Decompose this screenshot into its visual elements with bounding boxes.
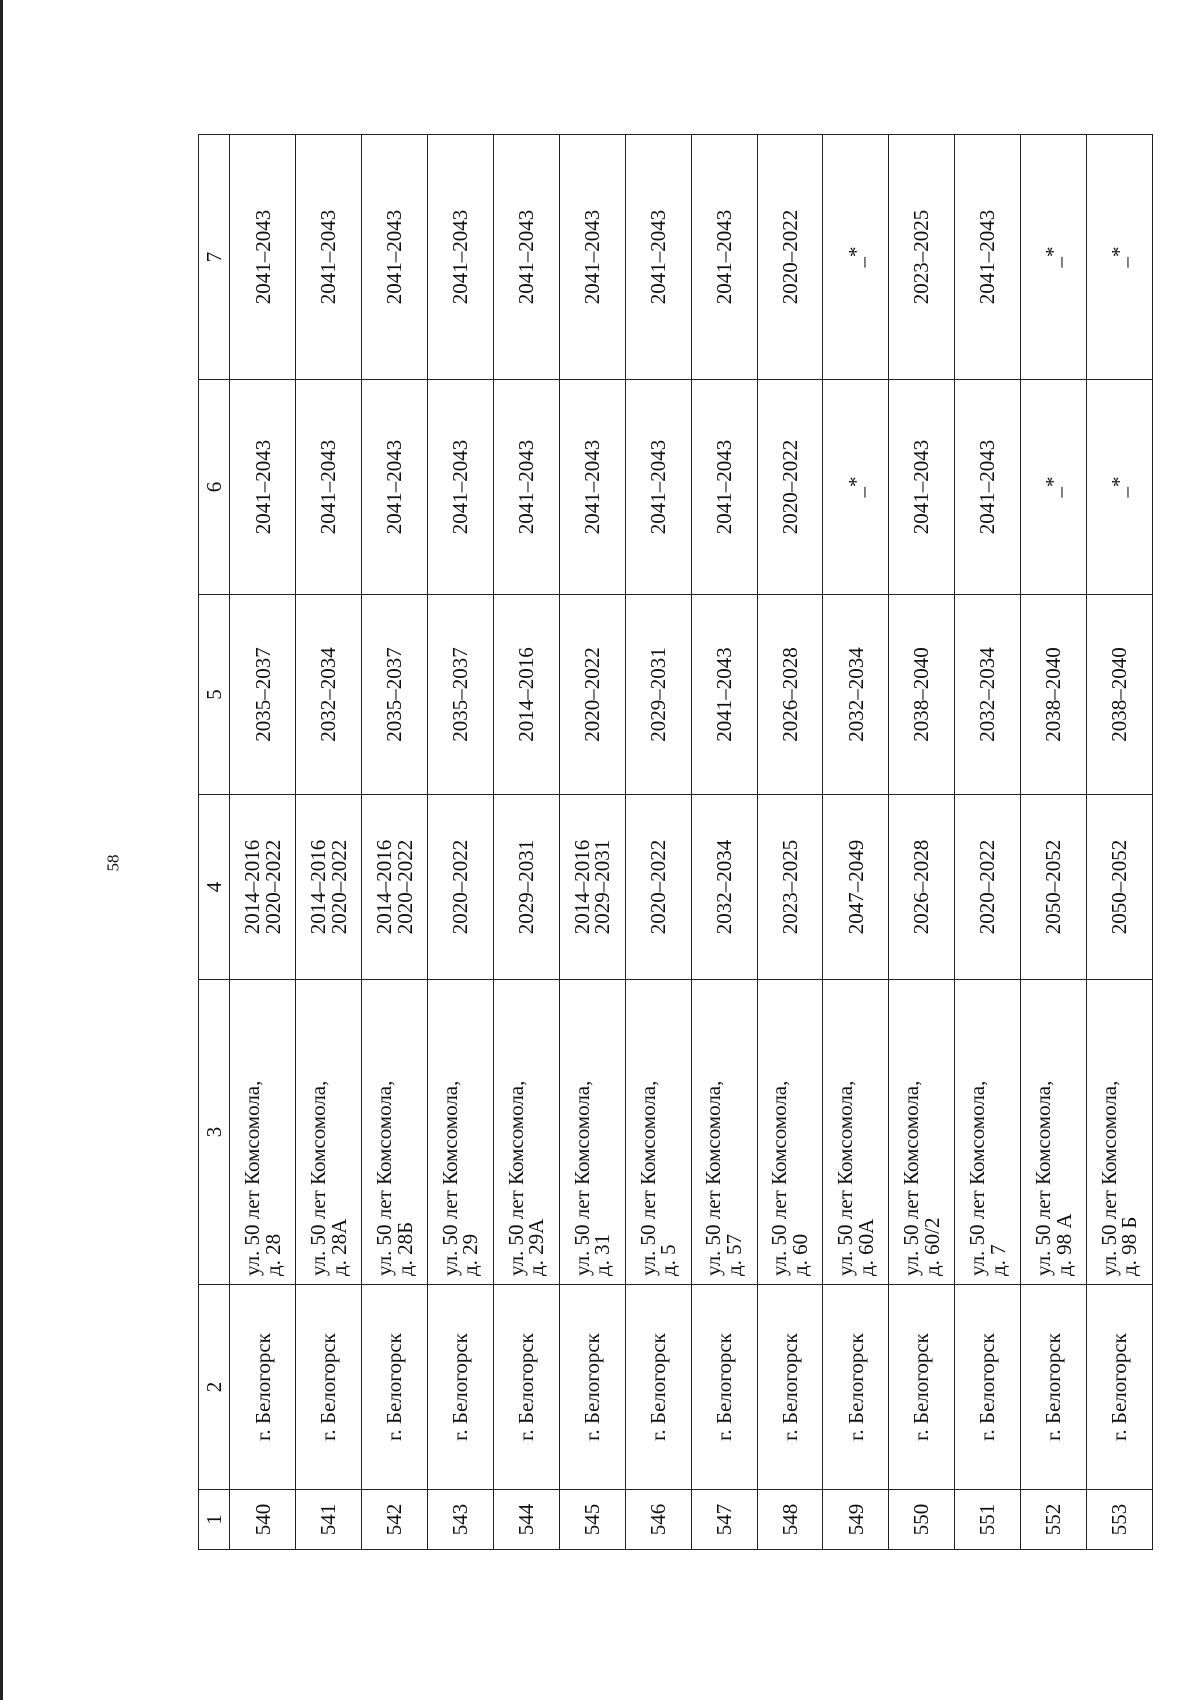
period-col7-cell-line: 2041–2043 bbox=[448, 209, 473, 305]
row-number-cell-line: 552 bbox=[1041, 1503, 1066, 1536]
row-number-cell bbox=[1086, 1490, 1152, 1550]
city-cell-line: г. Белогорск bbox=[316, 1333, 341, 1441]
period-col7-cell-line: _* bbox=[1041, 246, 1066, 268]
period-col6-cell-line: 2041–2043 bbox=[382, 439, 407, 535]
address-cell-line: д. 60 bbox=[787, 1233, 812, 1276]
address-cell bbox=[625, 980, 691, 1285]
period-col7-cell-line: 2041–2043 bbox=[316, 209, 341, 305]
period-col7-cell-line: 2041–2043 bbox=[382, 209, 407, 305]
city-cell-line: г. Белогорск bbox=[250, 1333, 275, 1441]
period-col6-cell-line: 2041–2043 bbox=[909, 439, 934, 535]
period-col6-cell bbox=[296, 380, 362, 595]
row-number-cell bbox=[691, 1490, 757, 1550]
period-col4-cell bbox=[1086, 795, 1152, 980]
row-number-cell-line: 547 bbox=[711, 1503, 736, 1536]
rotated-table-container bbox=[198, 135, 1153, 1550]
address-cell-line: д. 7 bbox=[985, 1244, 1010, 1276]
period-col7-cell-line: 2041–2043 bbox=[579, 209, 604, 305]
period-col7-cell bbox=[296, 135, 362, 380]
city-cell bbox=[296, 1285, 362, 1490]
address-cell-line: д. 31 bbox=[590, 1233, 615, 1276]
schedule-table bbox=[198, 134, 1153, 1550]
period-col4-cell-line: 2020–2022 bbox=[645, 839, 670, 935]
period-col6-cell-line: _* bbox=[843, 476, 868, 498]
row-number-cell bbox=[889, 1490, 955, 1550]
header-cell-col-1: 1 bbox=[199, 1490, 230, 1550]
table-row bbox=[823, 135, 889, 1550]
period-col6-cell-line: 2041–2043 bbox=[975, 439, 1000, 535]
period-col7-cell-line: 2041–2043 bbox=[975, 209, 1000, 305]
period-col7-cell-line: 2041–2043 bbox=[514, 209, 539, 305]
address-cell-line: ул. 50 лет Комсомола, bbox=[899, 1080, 924, 1276]
address-cell-line: д. 60/2 bbox=[919, 1217, 944, 1276]
period-col4-cell-line: 2029–2031 bbox=[590, 839, 615, 935]
period-col5-cell-line: 2038–2040 bbox=[1107, 647, 1132, 742]
period-col4-cell-line: 2026–2028 bbox=[909, 839, 934, 935]
address-cell bbox=[1021, 980, 1087, 1285]
row-number-cell bbox=[493, 1490, 559, 1550]
period-col6-cell-line: 2041–2043 bbox=[514, 439, 539, 535]
row-number-cell bbox=[428, 1490, 494, 1550]
address-cell-line: ул. 50 лет Комсомола, bbox=[767, 1080, 792, 1276]
period-col4-cell bbox=[559, 795, 625, 980]
row-number-cell bbox=[559, 1490, 625, 1550]
address-cell bbox=[691, 980, 757, 1285]
city-cell-line: г. Белогорск bbox=[1041, 1333, 1066, 1441]
address-cell-line: ул. 50 лет Комсомола, bbox=[965, 1080, 990, 1276]
period-col4-cell-line: 2014–2016 bbox=[569, 839, 594, 935]
address-cell-line: ул. 50 лет Комсомола, bbox=[240, 1080, 265, 1276]
row-number-cell-line: 544 bbox=[514, 1503, 539, 1536]
period-col7-cell bbox=[230, 135, 296, 380]
table-row bbox=[691, 135, 757, 1550]
period-col5-cell bbox=[823, 595, 889, 795]
row-number-cell-line: 549 bbox=[843, 1503, 868, 1536]
row-number-cell-line: 553 bbox=[1107, 1503, 1132, 1536]
row-number-cell-line: 551 bbox=[975, 1503, 1000, 1536]
city-cell bbox=[493, 1285, 559, 1490]
period-col4-cell bbox=[757, 795, 823, 980]
row-number-cell bbox=[362, 1490, 428, 1550]
period-col4-cell-line: 2020–2022 bbox=[326, 839, 351, 935]
header-cell-col-6: 6 bbox=[199, 380, 230, 595]
address-cell-line: д. 28А bbox=[326, 1218, 351, 1276]
address-cell-line: д. 29А bbox=[524, 1218, 549, 1276]
address-cell-line: ул. 50 лет Комсомола, bbox=[635, 1080, 660, 1276]
period-col6-cell-line: 2041–2043 bbox=[579, 439, 604, 535]
period-col5-cell-line: 2032–2034 bbox=[843, 647, 868, 742]
period-col4-cell-line: 2047–2049 bbox=[843, 839, 868, 935]
period-col6-cell-line: 2041–2043 bbox=[645, 439, 670, 535]
period-col5-cell bbox=[955, 595, 1021, 795]
period-col7-cell-line: 2041–2043 bbox=[711, 209, 736, 305]
period-col4-cell bbox=[955, 795, 1021, 980]
row-number-cell bbox=[625, 1490, 691, 1550]
city-cell bbox=[1086, 1285, 1152, 1490]
period-col7-cell bbox=[493, 135, 559, 380]
table-row bbox=[955, 135, 1021, 1550]
period-col5-cell-line: 2020–2022 bbox=[579, 647, 604, 742]
address-cell-line: д. 98 А bbox=[1051, 1213, 1076, 1276]
period-col5-cell bbox=[296, 595, 362, 795]
address-cell-line: ул. 50 лет Комсомола, bbox=[503, 1080, 528, 1276]
table-row bbox=[296, 135, 362, 1550]
row-number-cell bbox=[1021, 1490, 1087, 1550]
address-cell-line: ул. 50 лет Комсомола, bbox=[569, 1080, 594, 1276]
period-col4-cell bbox=[230, 795, 296, 980]
address-cell bbox=[493, 980, 559, 1285]
city-cell-line: г. Белогорск bbox=[975, 1333, 1000, 1441]
page-number: 58 bbox=[103, 854, 123, 872]
city-cell bbox=[955, 1285, 1021, 1490]
period-col4-cell-line: 2020–2022 bbox=[260, 839, 285, 935]
address-cell-line: ул. 50 лет Комсомола, bbox=[701, 1080, 726, 1276]
address-cell bbox=[230, 980, 296, 1285]
address-cell bbox=[428, 980, 494, 1285]
period-col4-cell-line: 2050–2052 bbox=[1107, 839, 1132, 935]
period-col4-cell-line: 2014–2016 bbox=[372, 839, 397, 935]
period-col7-cell bbox=[1021, 135, 1087, 380]
table-row bbox=[1021, 135, 1087, 1550]
period-col4-cell-line: 2020–2022 bbox=[392, 839, 417, 935]
row-number-cell-line: 550 bbox=[909, 1503, 934, 1536]
period-col5-cell bbox=[493, 595, 559, 795]
period-col7-cell-line: 2023–2025 bbox=[909, 209, 934, 305]
table-row bbox=[362, 135, 428, 1550]
city-cell bbox=[889, 1285, 955, 1490]
city-cell bbox=[1021, 1285, 1087, 1490]
period-col5-cell bbox=[691, 595, 757, 795]
period-col7-cell bbox=[1086, 135, 1152, 380]
period-col4-cell bbox=[625, 795, 691, 980]
period-col6-cell bbox=[757, 380, 823, 595]
city-cell bbox=[230, 1285, 296, 1490]
address-cell-line: ул. 50 лет Комсомола, bbox=[833, 1080, 858, 1276]
header-cell-col-4: 4 bbox=[199, 795, 230, 980]
period-col5-cell-line: 2032–2034 bbox=[975, 647, 1000, 742]
row-number-cell-line: 540 bbox=[250, 1503, 275, 1536]
period-col4-cell bbox=[823, 795, 889, 980]
address-cell-line: ул. 50 лет Комсомола, bbox=[1030, 1080, 1055, 1276]
period-col5-cell bbox=[559, 595, 625, 795]
period-col6-cell-line: 2041–2043 bbox=[711, 439, 736, 535]
period-col5-cell bbox=[625, 595, 691, 795]
period-col6-cell bbox=[493, 380, 559, 595]
city-cell bbox=[757, 1285, 823, 1490]
period-col7-cell bbox=[559, 135, 625, 380]
period-col6-cell bbox=[691, 380, 757, 595]
period-col6-cell bbox=[1086, 380, 1152, 595]
period-col5-cell-line: 2035–2037 bbox=[448, 647, 473, 742]
period-col4-cell bbox=[691, 795, 757, 980]
row-number-cell bbox=[296, 1490, 362, 1550]
period-col6-cell-line: 2020–2022 bbox=[777, 439, 802, 535]
header-cell-col-2: 2 bbox=[199, 1285, 230, 1490]
table-row bbox=[757, 135, 823, 1550]
city-cell-line: г. Белогорск bbox=[514, 1333, 539, 1441]
city-cell-line: г. Белогорск bbox=[645, 1333, 670, 1441]
city-cell-line: г. Белогорск bbox=[843, 1333, 868, 1441]
period-col5-cell bbox=[757, 595, 823, 795]
table-row bbox=[889, 135, 955, 1550]
period-col4-cell-line: 2023–2025 bbox=[777, 839, 802, 935]
period-col6-cell-line: 2041–2043 bbox=[448, 439, 473, 535]
address-cell-line: д. 5 bbox=[656, 1244, 681, 1276]
period-col5-cell-line: 2038–2040 bbox=[1041, 647, 1066, 742]
row-number-cell-line: 542 bbox=[382, 1503, 407, 1536]
period-col7-cell bbox=[889, 135, 955, 380]
period-col7-cell-line: _* bbox=[843, 246, 868, 268]
address-cell-line: д. 60А bbox=[853, 1218, 878, 1276]
city-cell bbox=[362, 1285, 428, 1490]
address-cell bbox=[559, 980, 625, 1285]
period-col5-cell-line: 2038–2040 bbox=[909, 647, 934, 742]
period-col5-cell bbox=[1086, 595, 1152, 795]
header-cell-col-7: 7 bbox=[199, 135, 230, 380]
city-cell-line: г. Белогорск bbox=[909, 1333, 934, 1441]
period-col4-cell-line: 2032–2034 bbox=[711, 839, 736, 935]
row-number-cell-line: 548 bbox=[777, 1503, 802, 1536]
period-col5-cell bbox=[230, 595, 296, 795]
period-col6-cell bbox=[1021, 380, 1087, 595]
period-col4-cell-line: 2014–2016 bbox=[306, 839, 331, 935]
address-cell-line: д. 98 Б bbox=[1117, 1216, 1142, 1276]
row-number-cell-line: 541 bbox=[316, 1503, 341, 1536]
period-col6-cell bbox=[625, 380, 691, 595]
city-cell bbox=[823, 1285, 889, 1490]
period-col5-cell-line: 2029–2031 bbox=[645, 647, 670, 742]
period-col6-cell bbox=[955, 380, 1021, 595]
city-cell-line: г. Белогорск bbox=[579, 1333, 604, 1441]
period-col7-cell bbox=[691, 135, 757, 380]
period-col5-cell-line: 2026–2028 bbox=[777, 647, 802, 742]
table-row bbox=[428, 135, 494, 1550]
period-col4-cell bbox=[493, 795, 559, 980]
period-col7-cell bbox=[757, 135, 823, 380]
period-col5-cell-line: 2035–2037 bbox=[382, 647, 407, 742]
period-col6-cell bbox=[230, 380, 296, 595]
address-cell bbox=[955, 980, 1021, 1285]
period-col6-cell-line: 2041–2043 bbox=[250, 439, 275, 535]
period-col7-cell-line: 2041–2043 bbox=[250, 209, 275, 305]
address-cell-line: ул. 50 лет Комсомола, bbox=[372, 1080, 397, 1276]
row-number-cell bbox=[230, 1490, 296, 1550]
city-cell-line: г. Белогорск bbox=[382, 1333, 407, 1441]
table-row bbox=[493, 135, 559, 1550]
address-cell-line: д. 28Б bbox=[392, 1221, 417, 1276]
period-col5-cell-line: 2035–2037 bbox=[250, 647, 275, 742]
address-cell bbox=[823, 980, 889, 1285]
period-col4-cell bbox=[428, 795, 494, 980]
address-cell-line: д. 29 bbox=[458, 1233, 483, 1276]
period-col5-cell bbox=[1021, 595, 1087, 795]
city-cell bbox=[691, 1285, 757, 1490]
city-cell-line: г. Белогорск bbox=[1107, 1333, 1132, 1441]
table-row bbox=[625, 135, 691, 1550]
city-cell bbox=[625, 1285, 691, 1490]
period-col7-cell bbox=[625, 135, 691, 380]
period-col4-cell-line: 2020–2022 bbox=[448, 839, 473, 935]
period-col7-cell bbox=[428, 135, 494, 380]
period-col5-cell-line: 2014–2016 bbox=[514, 647, 539, 742]
city-cell-line: г. Белогорск bbox=[777, 1333, 802, 1441]
period-col7-cell-line: _* bbox=[1107, 246, 1132, 268]
address-cell-line: ул. 50 лет Комсомола, bbox=[1096, 1080, 1121, 1276]
table-row bbox=[1086, 135, 1152, 1550]
period-col7-cell-line: 2041–2043 bbox=[645, 209, 670, 305]
city-cell bbox=[428, 1285, 494, 1490]
header-cell-col-5: 5 bbox=[199, 595, 230, 795]
address-cell-line: ул. 50 лет Комсомола, bbox=[437, 1080, 462, 1276]
period-col6-cell bbox=[428, 380, 494, 595]
table-row bbox=[230, 135, 296, 1550]
period-col5-cell bbox=[428, 595, 494, 795]
period-col7-cell bbox=[955, 135, 1021, 380]
table-row bbox=[559, 135, 625, 1550]
period-col4-cell bbox=[362, 795, 428, 980]
period-col7-cell bbox=[823, 135, 889, 380]
period-col5-cell bbox=[362, 595, 428, 795]
period-col5-cell-line: 2041–2043 bbox=[711, 647, 736, 742]
period-col6-cell-line: 2041–2043 bbox=[316, 439, 341, 535]
header-row bbox=[199, 135, 230, 1550]
row-number-cell-line: 543 bbox=[448, 1503, 473, 1536]
scan-left-edge bbox=[0, 0, 3, 1700]
city-cell-line: г. Белогорск bbox=[711, 1333, 736, 1441]
address-cell bbox=[362, 980, 428, 1285]
address-cell bbox=[296, 980, 362, 1285]
city-cell-line: г. Белогорск bbox=[448, 1333, 473, 1441]
address-cell-line: д. 57 bbox=[722, 1233, 747, 1276]
period-col4-cell-line: 2029–2031 bbox=[514, 839, 539, 935]
row-number-cell-line: 545 bbox=[579, 1503, 604, 1536]
period-col7-cell bbox=[362, 135, 428, 380]
period-col6-cell bbox=[362, 380, 428, 595]
address-cell bbox=[1086, 980, 1152, 1285]
period-col5-cell bbox=[889, 595, 955, 795]
period-col6-cell bbox=[889, 380, 955, 595]
city-cell bbox=[559, 1285, 625, 1490]
period-col6-cell bbox=[823, 380, 889, 595]
row-number-cell bbox=[757, 1490, 823, 1550]
period-col6-cell-line: _* bbox=[1107, 476, 1132, 498]
period-col4-cell bbox=[889, 795, 955, 980]
header-cell-col-3: 3 bbox=[199, 980, 230, 1285]
period-col4-cell-line: 2014–2016 bbox=[240, 839, 265, 935]
period-col7-cell-line: 2020–2022 bbox=[777, 209, 802, 305]
address-cell-line: ул. 50 лет Комсомола, bbox=[306, 1080, 331, 1276]
period-col6-cell bbox=[559, 380, 625, 595]
period-col4-cell bbox=[1021, 795, 1087, 980]
period-col5-cell-line: 2032–2034 bbox=[316, 647, 341, 742]
address-cell bbox=[889, 980, 955, 1285]
period-col4-cell-line: 2020–2022 bbox=[975, 839, 1000, 935]
address-cell-line: д. 28 bbox=[260, 1233, 285, 1276]
row-number-cell bbox=[955, 1490, 1021, 1550]
address-cell bbox=[757, 980, 823, 1285]
row-number-cell-line: 546 bbox=[645, 1503, 670, 1536]
period-col6-cell-line: _* bbox=[1041, 476, 1066, 498]
row-number-cell bbox=[823, 1490, 889, 1550]
period-col4-cell-line: 2050–2052 bbox=[1041, 839, 1066, 935]
period-col4-cell bbox=[296, 795, 362, 980]
